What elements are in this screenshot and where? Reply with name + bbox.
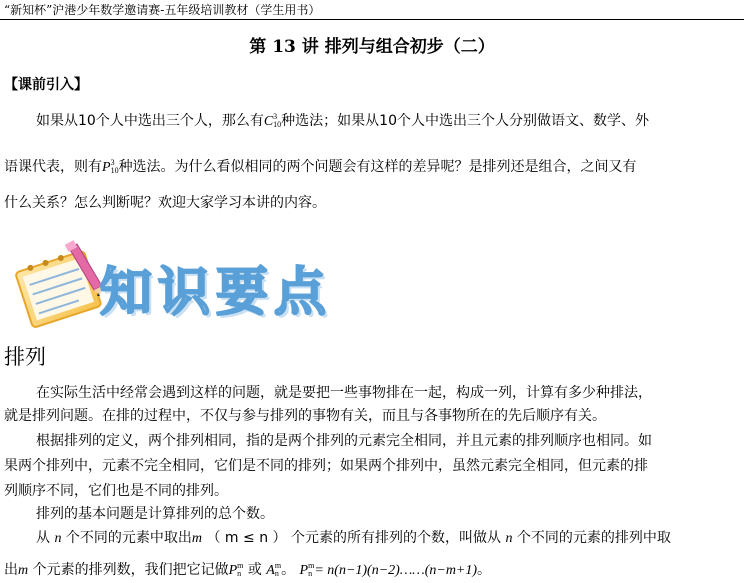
intro-line-2-b: 种选法。为什么看似相同的两个问题会有这样的差异呢？是排列还是组合，之间又有 [118, 159, 637, 175]
section-p2-line-1: 根据排列的定义，两个排列相同，指的是两个排列的元素完全相同，并且元素的排列顺序也相同。如 [36, 433, 652, 449]
intro-line-2-a: 语课代表，则有 [4, 159, 102, 175]
header-rule [0, 19, 744, 20]
section-p2-line-3: 列顺序不同，它们也是不同的排列。 [4, 483, 228, 499]
running-header: “新知杯”沪港少年数学邀请赛-五年级培训教材（学生用书） [4, 3, 321, 17]
knowledge-points-banner: 知识要点 [100, 263, 333, 323]
lesson-title: 第 13 讲 排列与组合初步（二） [249, 37, 495, 57]
section-p3: 排列的基本问题是计算排列的总个数。 [36, 506, 274, 522]
section-p4-line-2: 出m 个元素的排列数，我们把它记做P m n 或 A m n 。 P m n = n(n−1)(n−2)……(n−m+1)。 [4, 560, 492, 578]
intro-line-1-a: 如果从10个人中选出三个人，那么有 [36, 113, 264, 129]
permutation-symbol: P 3 10 [102, 157, 119, 175]
intro-label: 【课前引入】 [4, 77, 88, 93]
section-heading: 排列 [4, 345, 46, 369]
combination-symbol: C 3 10 [263, 111, 282, 129]
formula: P m n = n(n−1)(n−2)……(n−m+1) [299, 560, 478, 578]
section-p2-line-2: 果两个排列中，元素不完全相同，它们是不同的排列；如果两个排列中，虽然元素完全相同，但元素的排 [4, 458, 648, 474]
intro-line-3: 什么关系？怎么判断呢？欢迎大家学习本讲的内容。 [4, 195, 326, 211]
intro-line-2 [4, 158, 637, 177]
intro-line-1 [36, 112, 649, 131]
section-p1-line-1: 在实际生活中经常会遇到这样的问题，就是要把一些事物排在一起，构成一列，计算有多少种排法， [36, 385, 652, 401]
section-p1-line-2: 就是排列问题。在排的过程中，不仅与参与排列的事物有关，而且与各事物所在的先后顺序有关。 [4, 408, 606, 424]
p-symbol: P m n [228, 560, 244, 578]
intro-line-1-b: 种选法；如果从10个人中选出三个人分别做语文、数学、外 [281, 113, 649, 129]
section-p4-line-1: 从 n 个不同的元素中取出m （ m ≤ n ） 个元素的所有排列的个数，叫做从 n 个不同的元素的排列中取 [36, 530, 671, 546]
a-symbol: A m n [266, 560, 282, 578]
